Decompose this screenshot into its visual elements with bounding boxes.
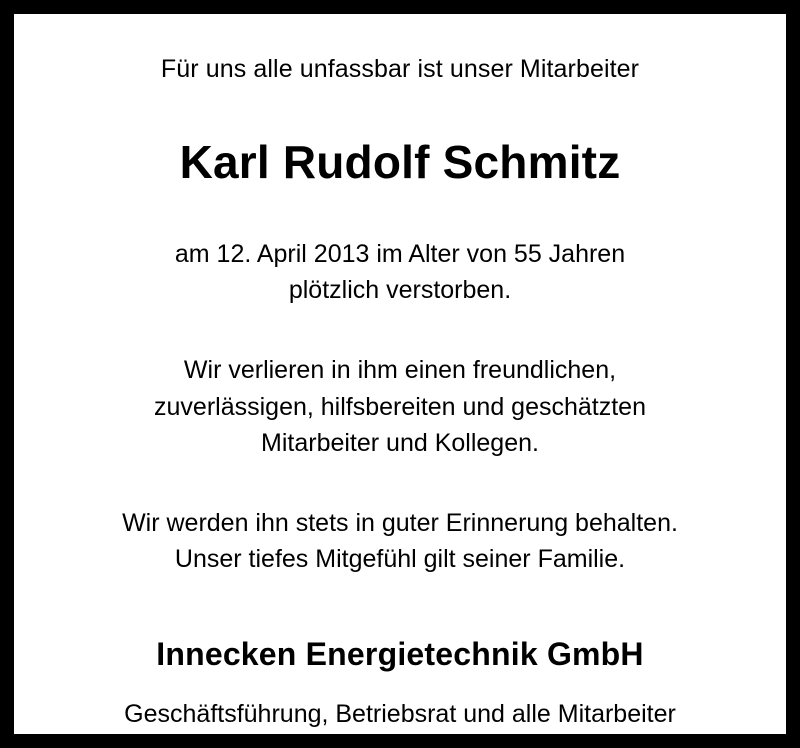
death-info-line-2: plötzlich verstorben. <box>288 276 512 305</box>
memory-line-2: Unser tiefes Mitgefühl gilt seiner Familie. <box>174 545 626 574</box>
deceased-name: Karl Rudolf Schmitz <box>179 136 621 189</box>
intro-text: Für uns alle unfassbar ist unser Mitarbeiter <box>160 55 640 83</box>
memory-text <box>122 505 678 578</box>
memory-line-1: Wir werden ihn stets in guter Erinnerung behalten. <box>122 509 678 538</box>
tribute-line-1: Wir verlieren in ihm einen freundlichen, <box>183 356 617 385</box>
obituary-notice <box>14 14 786 734</box>
company-name: Innecken Energietechnik GmbH <box>156 635 644 672</box>
tribute-line-3: Mitarbeiter und Kollegen. <box>261 428 539 457</box>
death-info-line-1: am 12. April 2013 im Alter von 55 Jahren <box>174 239 626 268</box>
death-info <box>175 236 625 309</box>
tribute-text <box>154 352 646 461</box>
signatories: Geschäftsführung, Betriebsrat und alle Mitarbeiter <box>124 700 676 729</box>
tribute-line-2: zuverlässigen, hilfsbereiten und geschätzten <box>154 392 646 421</box>
